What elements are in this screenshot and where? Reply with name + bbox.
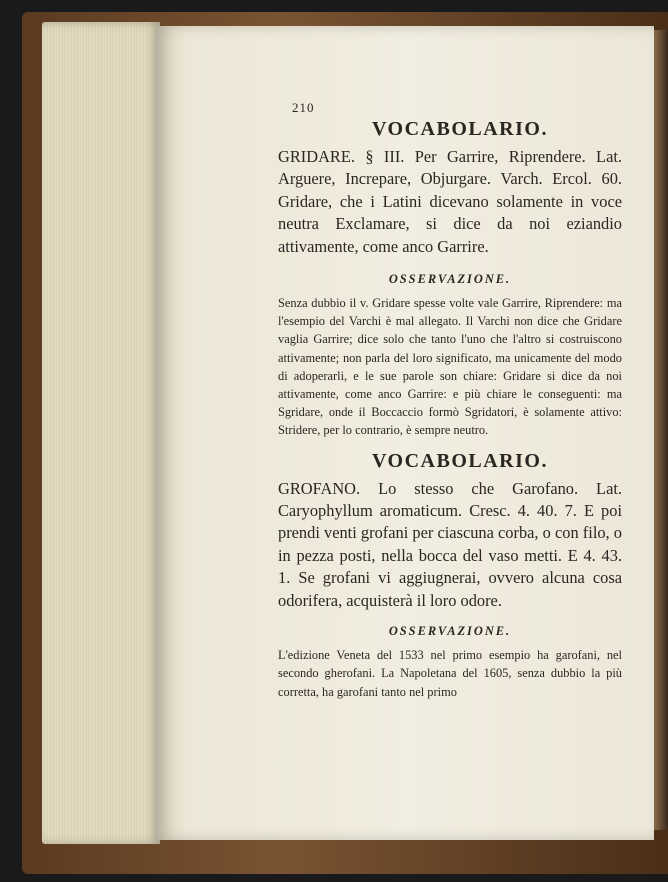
dictionary-entry: GRIDARE. § III. Per Garrire, Riprendere. Lat. Arguere, Increpare, Objurgare. Varch. Ercol. 60. Gridare, che i Latini dicevano solamente in voce neutra Exclamare, si dice da noi eziandio attivamente, come anco Garrire. xyxy=(278,147,622,256)
observation-title: OSSERVAZIONE. xyxy=(388,272,512,287)
observation-text: L'edizione Veneta del 1533 nel primo esempio ha garofani, nel secondo gherofani. La Napoletana del 1605, senza dubbio la più corretta, ha garofani tanto nel primo xyxy=(278,648,622,699)
dictionary-entry: GROFANO. Lo stesso che Garofano. Lat. Caryophyllum aromaticum. Cresc. 4. 40. 7. E poi prendi venti grofani per ciascuna corba, o con filo, o in pezza posti, nella bocca del vaso metti. E 4. 43. 1. Se grofani vi aggiugnerai, ovvero alcuna cosa odorifera, acquisterà il loro odore. xyxy=(278,478,622,610)
section-heading: VOCABOLARIO. xyxy=(372,118,548,140)
page-edges xyxy=(42,22,160,844)
section-heading: VOCABOLARIO. xyxy=(372,449,548,472)
observation-text: Senza dubbio il v. Gridare spesse volte vale Garrire, Riprendere: ma l'esempio del Varchi è mal allegato. Il Varchi non dice che Gridare vaglia Garrire; dice solo che tanto l'uno che l'altro si costruiscono attivamente; non parla del loro significato, ma unicamente del modo di adoperarli, e le sue parole son chiare: Gridare si dice da noi attivamente, come anco Garrire: e più chiare le conseguenti: ma Sgridare, onde il Boccaccio formò Sgridatori, è solamente attivo: Stridere, per lo contrario, è sempre neutro. xyxy=(278,296,622,438)
page-content xyxy=(278,96,622,701)
observation-title: OSSERVAZIONE. xyxy=(388,624,512,639)
page-number: 210 xyxy=(292,100,315,115)
facing-page-edge xyxy=(654,30,668,830)
